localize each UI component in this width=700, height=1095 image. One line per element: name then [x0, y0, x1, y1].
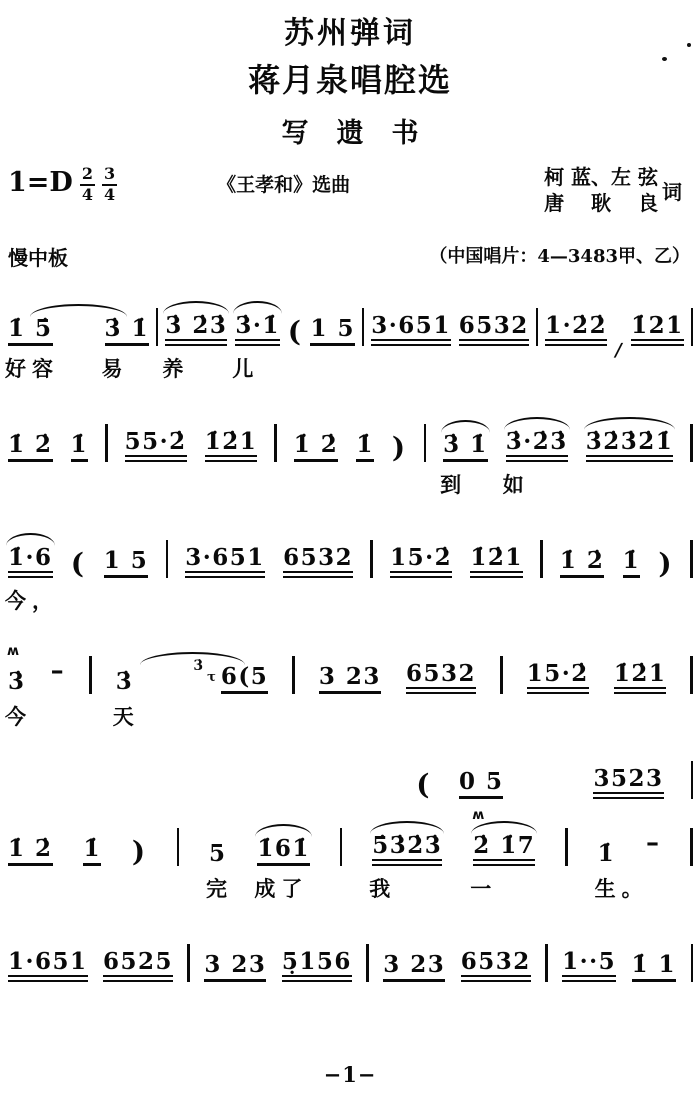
note-text: 3̇ [193, 658, 204, 674]
note-token [70, 430, 90, 462]
note-token [559, 546, 606, 578]
note-token [7, 947, 89, 982]
lyric-text: 一 [470, 877, 498, 901]
note-token [281, 947, 353, 982]
note-text: ∕ [615, 340, 624, 362]
note-token [5, 643, 32, 729]
bar-line [565, 828, 568, 866]
ink-speck [662, 57, 667, 61]
note-text: 1̇·6 [8, 546, 53, 578]
time-signature-1-numerator: 2 [80, 166, 95, 186]
source-note: 《王孝和》选曲 [217, 174, 351, 196]
note-token [101, 314, 151, 381]
note-text: 6525 [103, 950, 173, 982]
note-text: ( [70, 546, 86, 580]
note-token [309, 314, 356, 346]
breath-mark-icon [614, 341, 624, 361]
note-token [162, 311, 228, 381]
bar-line [166, 540, 169, 578]
record-note: （中国唱片：4—3483甲、乙） [429, 246, 690, 267]
note-token [112, 667, 140, 729]
note-token [7, 834, 54, 866]
spacer [530, 798, 566, 799]
note-text: 3·651 [185, 546, 265, 578]
note-token [526, 659, 590, 694]
bar-line [274, 424, 277, 462]
note-text: ( [287, 314, 303, 348]
note-token [585, 427, 675, 462]
time-signature-1-denominator: 4 [81, 184, 93, 204]
piece-title: 写遗书 [281, 118, 447, 149]
note-text: 1̇ 5̇ [8, 317, 53, 346]
note-text: 1̇ [623, 549, 641, 578]
lyric-text: 养 [162, 357, 190, 381]
note-token [5, 314, 59, 381]
grace-note [206, 666, 217, 685]
note-text: 1·651 [8, 950, 88, 982]
note-text: 1··5 [562, 950, 616, 982]
note-text: 1̇ 2̇ [560, 549, 605, 578]
bar-line [691, 308, 694, 346]
bar-line [362, 308, 365, 346]
note-token [460, 947, 532, 982]
note-token [502, 427, 569, 497]
lyricist-names-line1: 柯 蓝、左 弦 [544, 165, 658, 189]
note-token [318, 662, 382, 694]
slur-arc [233, 301, 282, 314]
page-header [0, 0, 700, 150]
note-text: ) [131, 834, 147, 868]
time-signature-2 [102, 166, 117, 204]
lyric-text: 成了 [254, 877, 309, 901]
note-text: – [646, 827, 661, 858]
lyric-text: 我 [369, 877, 397, 901]
note-text: 1 5 [310, 317, 355, 346]
duration-dash [645, 827, 662, 858]
note-token [369, 831, 443, 901]
mordent-icon: ʍ [472, 807, 484, 823]
note-text: 5 [208, 839, 227, 867]
duration-dash [50, 655, 67, 686]
bar-line [690, 540, 693, 578]
note-text: 1̇21 [631, 314, 684, 346]
note-text: 1̇2̇1 [205, 430, 258, 462]
note-token [205, 839, 233, 901]
note-text: ) [391, 430, 407, 464]
parenthesis [415, 767, 432, 801]
note-text: 1̇2̇1 [614, 662, 667, 694]
note-token [232, 311, 281, 381]
note-token [613, 659, 668, 694]
note-text: 55·2̇ [125, 430, 187, 462]
note-text: – [50, 655, 66, 686]
bar-line [500, 656, 503, 694]
bar-line [690, 656, 693, 694]
collection-title: 蒋月泉唱腔选 [247, 61, 452, 99]
note-token [405, 659, 477, 694]
music-line [0, 513, 700, 613]
note-token [220, 662, 269, 694]
note-token [440, 430, 489, 497]
bar-line [370, 540, 373, 578]
note-text: 3̇·2̇3̇ [506, 430, 568, 462]
note-text: 6532 [406, 662, 476, 694]
key-signature [8, 164, 117, 202]
note-token [102, 947, 174, 982]
slur-arc [163, 301, 229, 314]
slur-arc [370, 821, 444, 834]
bar-line [540, 540, 543, 578]
note-text: 3̇ 2̇3̇ [165, 314, 227, 346]
note-group [5, 314, 150, 381]
time-signature-2-denominator: 4 [103, 184, 116, 204]
page-number: −1− [323, 1062, 377, 1087]
note-text: 2̇ 1̇7 [473, 834, 535, 866]
slur-arc [584, 417, 676, 430]
time-signature-2-numerator: 3 [102, 166, 117, 186]
note-text: 6532 [283, 546, 353, 578]
note-token [458, 767, 505, 799]
bar-line [366, 944, 369, 982]
note-text: 3̇ [8, 667, 26, 695]
note-text: 3̇ 1̇ [105, 317, 150, 346]
note-text: 15·2̇ [390, 546, 452, 578]
parenthesis [391, 430, 408, 464]
lyric-text: 今， [5, 589, 59, 613]
parenthesis [70, 546, 87, 580]
note-token [203, 950, 267, 982]
tempo-row [0, 216, 700, 271]
lyric-text: 到 [440, 473, 468, 497]
note-text: 5̣156 [282, 950, 352, 982]
bar-line [89, 656, 92, 694]
note-text: 1̇61̇ [257, 837, 310, 866]
bar-line [177, 828, 180, 866]
series-title: 苏州弹词 [284, 16, 416, 51]
bar-line [545, 944, 548, 982]
note-token [469, 543, 524, 578]
note-text: 1̇ [597, 839, 616, 867]
bar-line [691, 761, 694, 799]
note-text: 0 5 [459, 770, 504, 799]
music-line [0, 397, 700, 497]
mordent-icon: ʍ [7, 643, 19, 659]
note-token [82, 834, 102, 866]
note-text: 1̇ 2̇ [294, 433, 339, 462]
music-line [0, 281, 700, 381]
music-line [0, 745, 700, 799]
note-token [293, 430, 340, 462]
note-token [204, 427, 259, 462]
music-line [0, 629, 700, 729]
grace-note [192, 655, 204, 674]
note-token [103, 546, 150, 578]
note-token [254, 834, 311, 901]
note-text: 3 23 [383, 953, 445, 982]
lyricist-names [544, 164, 658, 216]
note-token [355, 430, 375, 462]
note-text: 5̇3̇2̇3̇ [372, 834, 442, 866]
lyricist-names-line2: 唐 耿 良 [544, 191, 658, 215]
note-token [382, 950, 446, 982]
lyric-text: 今 [5, 705, 32, 729]
lyric-text: 天 [112, 705, 140, 729]
note-text: 3 23 [204, 953, 266, 982]
bar-line [424, 424, 427, 462]
note-token [622, 546, 642, 578]
lyricist-credits [544, 164, 682, 216]
slur-arc [504, 417, 570, 430]
note-text: 3̇ [115, 667, 134, 695]
slur-arc [6, 533, 55, 546]
note-text: 1̇ 2̇ [8, 433, 53, 462]
bar-line [690, 828, 693, 866]
note-token [631, 950, 678, 982]
spacer [140, 693, 186, 694]
note-text: 1·2̇2̇ [545, 314, 607, 346]
lyric-text: 好容 [5, 357, 59, 381]
note-text: 6532 [459, 314, 529, 346]
note-text: 1 5 [104, 549, 149, 578]
note-text: 1̇2̇1 [470, 546, 523, 578]
note-token [282, 543, 354, 578]
note-token [470, 807, 536, 901]
note-token [5, 543, 59, 613]
bar-line [292, 656, 295, 694]
note-text: 6(5 [221, 665, 268, 694]
note-token [370, 311, 452, 346]
note-text: ) [658, 546, 674, 580]
key-signature-text: 1=D [8, 167, 73, 199]
note-text: 3 23 [319, 665, 381, 694]
note-text: τ [207, 670, 216, 685]
note-text: 3̇2̇3̇2̇1̇ [586, 430, 674, 462]
note-token [7, 430, 54, 462]
bar-line [105, 424, 108, 462]
lyric-text: 儿 [232, 357, 260, 381]
lyric-text: 生。 [594, 877, 649, 901]
note-text: 3·651 [371, 314, 451, 346]
tempo-marking: 慢中板 [8, 246, 68, 270]
music-line [0, 917, 700, 982]
note-text: 3̇·1̇ [235, 314, 280, 346]
note-token [592, 764, 664, 799]
time-signature-1 [80, 166, 95, 204]
note-text: ( [416, 767, 431, 801]
note-token [561, 947, 617, 982]
parenthesis [131, 834, 148, 868]
note-text: 3̇ 1̇ [443, 433, 488, 462]
bar-line [156, 308, 159, 346]
note-text: 3523 [593, 767, 663, 799]
bar-line [187, 944, 190, 982]
lyricist-suffix: 词 [662, 179, 682, 204]
lyric-text: 完 [205, 877, 233, 901]
ink-speck [687, 43, 691, 47]
meta-row [0, 150, 700, 216]
note-token [389, 543, 453, 578]
bar-line [691, 944, 694, 982]
note-text: 1̇ [71, 433, 89, 462]
note-text: 1̇ [83, 837, 101, 866]
slur-arc [255, 824, 312, 837]
note-text: 1̇ 1 [632, 953, 677, 982]
note-text: 1̇ [356, 433, 374, 462]
spacer [60, 345, 98, 346]
bar-line [690, 424, 693, 462]
note-token [630, 311, 685, 346]
note-token [124, 427, 188, 462]
parenthesis [287, 314, 304, 348]
note-token [184, 543, 266, 578]
bar-line [536, 308, 539, 346]
note-text: 6532 [461, 950, 531, 982]
note-text: 15·2̇ [527, 662, 589, 694]
parenthesis [657, 546, 674, 580]
note-token [544, 311, 608, 346]
lyric-text: 如 [502, 473, 530, 497]
note-text: 1̇ 2̇ [8, 837, 53, 866]
music-line [0, 801, 700, 901]
slur-arc [441, 420, 490, 433]
note-group [112, 658, 269, 729]
note-token [594, 839, 649, 901]
note-token [458, 311, 530, 346]
notation-area [0, 271, 700, 982]
bar-line [340, 828, 343, 866]
lyric-text: 易 [101, 357, 129, 381]
